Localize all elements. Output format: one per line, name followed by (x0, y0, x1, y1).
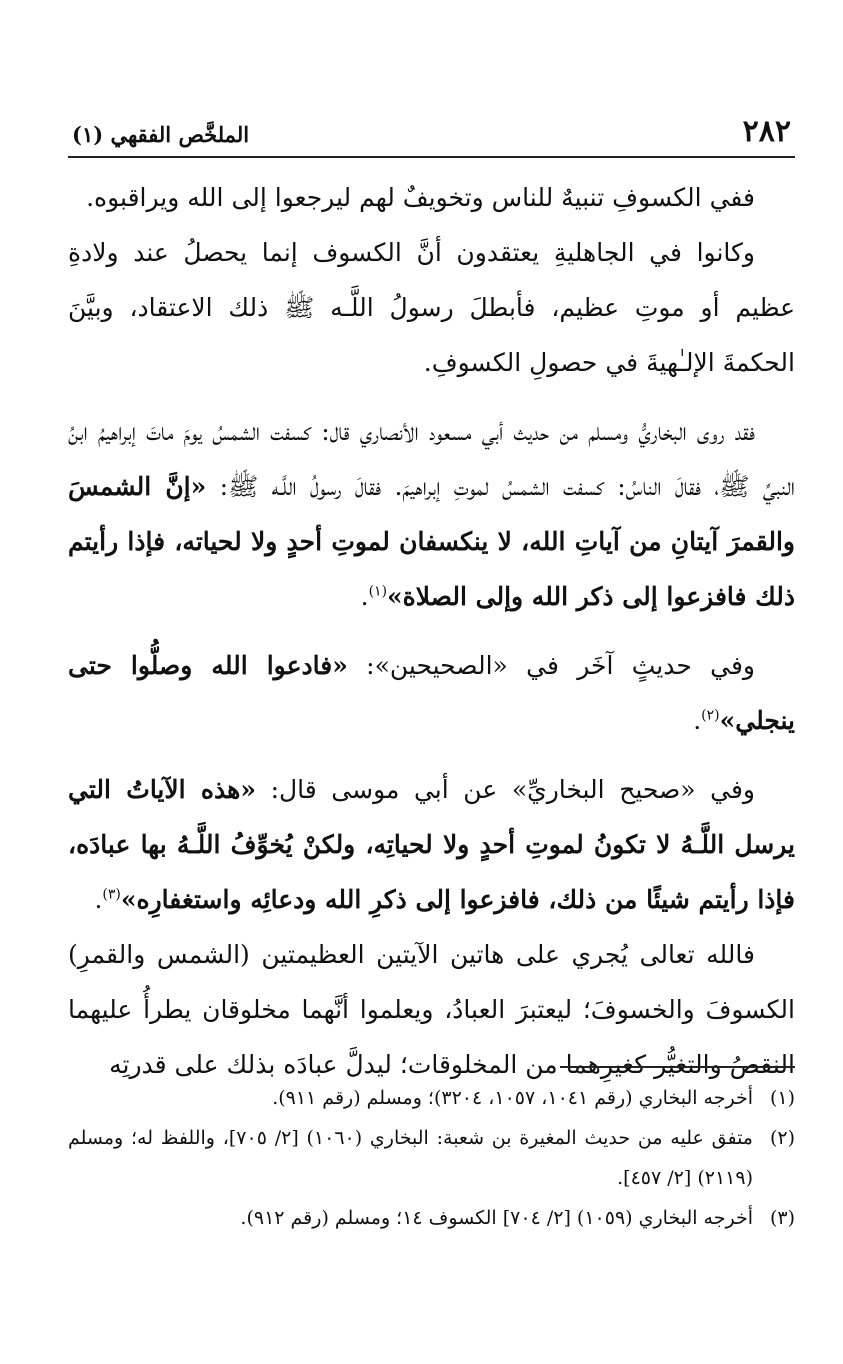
paragraph (68, 225, 795, 390)
footnotes (68, 1078, 795, 1238)
footnote (68, 1118, 795, 1198)
paragraph-text: فقد روى البخاريُّ ومسلم من حديث أبي مسعود الأنصاري قال: كسفت الشمسُ يومَ ماتَ إبراهيمُ ابنُ النبيِّ ﷺ، فقالَ الناسُ: كسفت الشمسُ لموتِ إبراهيمَ. فقالَ رسولُ اللَّـه ﷺ: (68, 417, 795, 501)
page-header (68, 112, 795, 158)
paragraph-text: وفي حديثٍ آخَر في «الصحيحين»: (366, 651, 756, 680)
footnote-text: أخرجه البخاري (رقم ١٠٤١، ١٠٥٧، ٣٢٠٤)؛ ومسلم (رقم ٩١١). (272, 1087, 753, 1109)
footnote-number: (١) (769, 1087, 795, 1109)
footnote-ref: (٣) (102, 886, 121, 903)
footnote-divider (560, 1066, 795, 1068)
footnote-ref: (١) (368, 583, 388, 600)
paragraph-text: ففي الكسوفِ تنبيهٌ للناس وتخويفٌ لهم ليرجعوا إلى الله ويراقبوه. (86, 183, 755, 212)
hadith-quote: «إنَّ الشمسَ والقمرَ آيتانِ من آياتِ الله، لا ينكسفان لموتِ أحدٍ ولا لحياته، فإذا رأيتم ذلك فافزعوا إلى ذكر الله وإلى الصلاة» (68, 472, 795, 611)
main-text (68, 170, 795, 1092)
footnote (68, 1078, 795, 1118)
page-number: ٢٨٢ (742, 114, 791, 149)
footnote-number: (٢) (769, 1127, 795, 1149)
hadith-quote: «هذه الآياتُ التي يرسل اللَّـهُ لا تكونُ لموتِ أحدٍ ولا لحياتِه، ولكنْ يُخوِّفُ اللَّـهُ بها عبادَه، فإذا رأيتم شيئًا من ذلك، فافزعوا إلى ذكرِ الله ودعائِه واستغفارِه» (68, 775, 795, 914)
paragraph: وفي حديثٍ آخَر في «الصحيحين»: «فادعوا الله وصلُّوا حتى ينجلي»$^{(٢)}$. (68, 651, 795, 735)
paragraph-text: وكانوا في الجاهليةِ يعتقدون أنَّ الكسوف إنما يحصلُ عند ولادةِ عظيم أو موتِ عظيم، فأبطلَ رسولُ اللَّـه ﷺ ذلك الاعتقاد، وبيَّنَ الحكمةَ الإلـٰهيةَ في حصولِ الكسوفِ. (68, 238, 795, 377)
paragraph-text: وفي «صحيح البخاريِّ» عن أبي موسى قال: (270, 775, 755, 804)
footnote-number: (٣) (769, 1207, 795, 1229)
paragraph: وفي «صحيح البخاريِّ» عن أبي موسى قال: «هذه الآياتُ التي يرسل اللَّـهُ لا تكونُ لموتِ أحدٍ ولا لحياتِه، ولكنْ يُخوِّفُ اللَّـهُ بها عبادَه، فإذا رأيتم شيئًا من ذلك، فافزعوا إلى ذكرِ الله ودعائِه واستغفارِه»$^{(٣)}$. (68, 775, 795, 914)
paragraph: فقد روى البخاريُّ ومسلم من حديث أبي مسعود الأنصاري قال: كسفت الشمسُ يومَ ماتَ إبراهيمُ ابنُ النبيِّ ﷺ، فقالَ الناسُ: كسفت الشمسُ لموتِ إبراهيمَ. فقالَ رسولُ اللَّـه ﷺ: «إنَّ الشمسَ والقمرَ آيتانِ من آياتِ الله، لا ينكسفان لموتِ أحدٍ ولا لحياته، فإذا رأيتم ذلك فافزعوا إلى ذكر الله وإلى الصلاة»$^{(١)}$. (68, 417, 795, 611)
footnote (68, 1198, 795, 1238)
hadith-quote: «فادعوا الله وصلُّوا حتى ينجلي» (68, 651, 795, 735)
paragraph-text: فالله تعالى يُجري على هاتين الآيتين العظيمتين (الشمس والقمرِ) الكسوفَ والخسوفَ؛ ليعتبرَ العبادُ، ويعلموا أنَّهما مخلوقان يطرأُ عليهما النقصُ والتغيُّر كغيرِهما من المخلوقات؛ ليدلَّ عبادَه بذلك على قدرتِه (68, 940, 795, 1079)
footnote-text: أخرجه البخاري (١٠٥٩) [٢/ ٧٠٤] الكسوف ١٤؛ ومسلم (رقم ٩١٢). (240, 1207, 753, 1229)
paragraph (68, 170, 795, 225)
running-title: الملخَّص الفقهي (١) (72, 122, 250, 147)
footnote-text: متفق عليه من حديث المغيرة بن شعبة: البخاري (١٠٦٠) [٢/ ٧٠٥]، واللفظ له؛ ومسلم (٢١١٩) [٢/ ٤٥٧]. (68, 1127, 753, 1189)
footnote-ref: (٢) (701, 707, 720, 724)
